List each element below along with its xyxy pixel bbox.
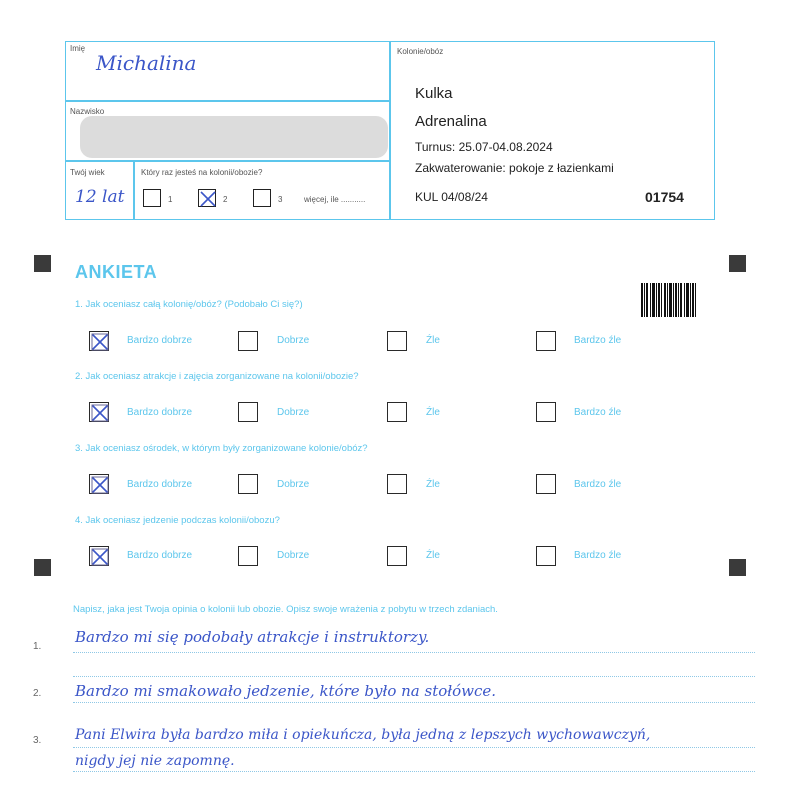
answer-3-continuation[interactable]: nigdy jej nie zapomnę. — [75, 753, 235, 769]
q3-very-good-label: Bardzo dobrze — [127, 479, 193, 490]
answer-3-text[interactable]: Pani Elwira była bardzo miła i opiekuńcza, była jedną z lepszych wychowawczyń, — [75, 727, 651, 743]
camp-label: Kolonie/obóz — [397, 47, 444, 56]
stay-option-1-label: 1 — [168, 195, 173, 204]
q3-good-checkbox[interactable] — [238, 474, 258, 494]
stay-option-3-checkbox[interactable] — [253, 189, 271, 207]
q1-bad-label: Źle — [426, 335, 440, 346]
q1-very-bad-checkbox[interactable] — [536, 331, 556, 351]
q3-very-bad-checkbox[interactable] — [536, 474, 556, 494]
q4-very-good-label: Bardzo dobrze — [127, 550, 193, 561]
answer-number-2: 2. — [33, 688, 42, 699]
answer-line — [73, 702, 755, 703]
divider — [389, 41, 391, 220]
q4-good-label: Dobrze — [277, 550, 310, 561]
q2-good-label: Dobrze — [277, 407, 310, 418]
q3-very-good-checkbox[interactable] — [89, 474, 109, 494]
camp-program: Adrenalina — [415, 113, 487, 130]
q4-very-good-checkbox[interactable] — [89, 546, 109, 566]
q3-very-bad-label: Bardzo źle — [574, 479, 622, 490]
question-1-text: 1. Jak oceniasz całą kolonię/obóz? (Podobało Ci się?) — [75, 299, 303, 310]
q4-good-checkbox[interactable] — [238, 546, 258, 566]
question-2-text: 2. Jak oceniasz atrakcje i zajęcia zorganizowane na kolonii/obozie? — [75, 371, 359, 382]
answer-line — [73, 771, 755, 772]
camp-code: KUL 04/08/24 — [415, 190, 488, 204]
answer-line — [73, 652, 755, 653]
q3-bad-checkbox[interactable] — [387, 474, 407, 494]
divider — [65, 160, 390, 162]
q4-very-bad-checkbox[interactable] — [536, 546, 556, 566]
first-name-label: Imię — [70, 44, 86, 53]
registration-mark — [729, 559, 746, 576]
q3-bad-label: Źle — [426, 479, 440, 490]
q2-bad-label: Źle — [426, 407, 440, 418]
divider — [65, 100, 390, 102]
camp-number: 01754 — [645, 189, 684, 205]
camp-name: Kulka — [415, 85, 453, 102]
camp-turnus: Turnus: 25.07-04.08.2024 — [415, 140, 553, 154]
question-3-text: 3. Jak oceniasz ośrodek, w którym były zorganizowane kolonie/obóz? — [75, 443, 368, 454]
first-name-value[interactable]: Michalina — [96, 51, 197, 75]
registration-mark — [729, 255, 746, 272]
q1-bad-checkbox[interactable] — [387, 331, 407, 351]
barcode-icon — [641, 283, 696, 317]
q2-very-bad-label: Bardzo źle — [574, 407, 622, 418]
q1-very-bad-label: Bardzo źle — [574, 335, 622, 346]
stay-option-1-checkbox[interactable] — [143, 189, 161, 207]
answer-line — [73, 747, 755, 748]
q1-very-good-label: Bardzo dobrze — [127, 335, 193, 346]
redacted-last-name — [80, 116, 388, 158]
stay-option-3-label: 3 — [278, 195, 283, 204]
q1-very-good-checkbox[interactable] — [89, 331, 109, 351]
q2-very-good-label: Bardzo dobrze — [127, 407, 193, 418]
check-x-icon — [90, 332, 110, 352]
q2-bad-checkbox[interactable] — [387, 402, 407, 422]
stay-more-label: więcej, ile ........... — [304, 195, 366, 204]
divider — [133, 160, 135, 220]
last-name-label: Nazwisko — [70, 107, 105, 116]
survey-title: ANKIETA — [75, 262, 158, 282]
q1-good-label: Dobrze — [277, 335, 310, 346]
stay-count-label: Który raz jesteś na kolonii/obozie? — [141, 168, 263, 177]
opinion-prompt: Napisz, jaka jest Twoja opinia o kolonii lub obozie. Opisz swoje wrażenia z pobytu w trzech zdaniach. — [73, 604, 498, 615]
answer-number-1: 1. — [33, 641, 42, 652]
check-x-icon — [199, 190, 217, 208]
age-label: Twój wiek — [70, 168, 105, 177]
stay-option-2-checkbox[interactable] — [198, 189, 216, 207]
check-x-icon — [90, 403, 110, 423]
q4-very-bad-label: Bardzo źle — [574, 550, 622, 561]
answer-line — [73, 676, 755, 677]
q2-very-good-checkbox[interactable] — [89, 402, 109, 422]
answer-number-3: 3. — [33, 735, 42, 746]
question-4-text: 4. Jak oceniasz jedzenie podczas kolonii/obozu? — [75, 515, 280, 526]
answer-1-text[interactable]: Bardzo mi się podobały atrakcje i instruktorzy. — [75, 628, 430, 646]
q4-bad-label: Źle — [426, 550, 440, 561]
q2-very-bad-checkbox[interactable] — [536, 402, 556, 422]
q2-good-checkbox[interactable] — [238, 402, 258, 422]
age-value[interactable]: 12 lat — [75, 187, 125, 207]
q4-bad-checkbox[interactable] — [387, 546, 407, 566]
camp-accommodation: Zakwaterowanie: pokoje z łazienkami — [415, 161, 614, 175]
q3-good-label: Dobrze — [277, 479, 310, 490]
check-x-icon — [90, 547, 110, 567]
registration-mark — [34, 559, 51, 576]
answer-2-text[interactable]: Bardzo mi smakowało jedzenie, które było na stołówce. — [75, 682, 497, 700]
q1-good-checkbox[interactable] — [238, 331, 258, 351]
check-x-icon — [90, 475, 110, 495]
registration-mark — [34, 255, 51, 272]
stay-option-2-label: 2 — [223, 195, 228, 204]
